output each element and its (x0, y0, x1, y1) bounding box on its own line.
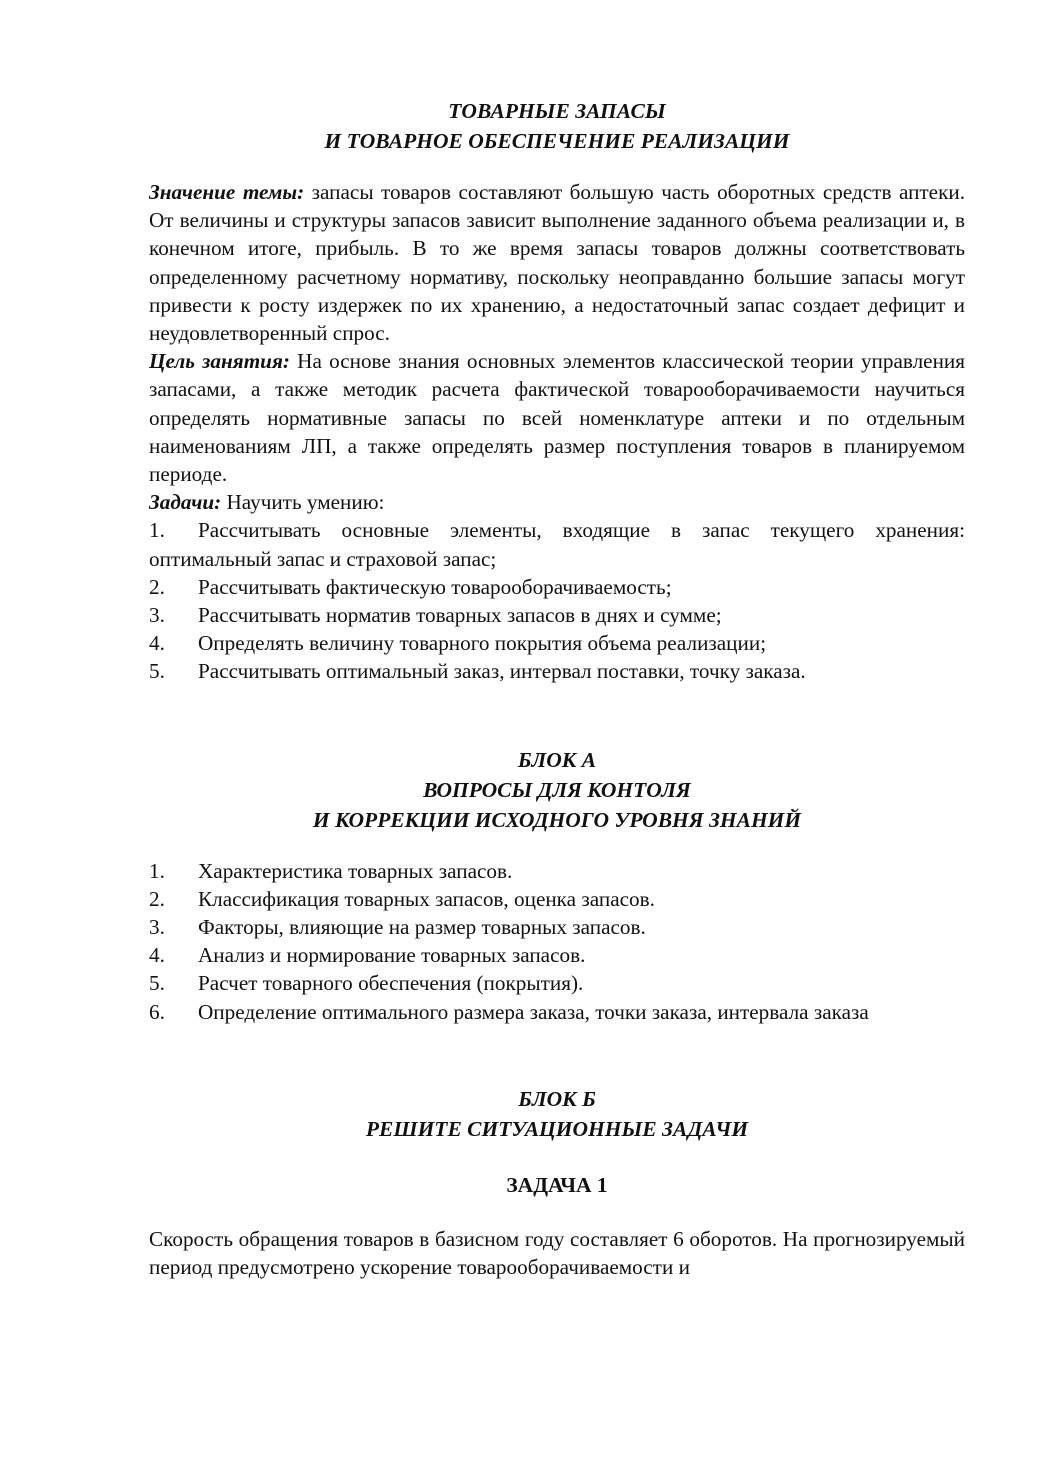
lesson-goal-text: На основе знания основных элементов классической теории управления запасами, а также методик расчета фактической товарооборачиваемости научиться определять нормативные запасы по всей номенклатуре аптеки и по отдельным наименованиям ЛП, а также определять размер поступления товаров в планируемом периоде. (149, 349, 965, 487)
block-b-line-2: РЕШИТЕ СИТУАЦИОННЫЕ ЗАДАЧИ (365, 1116, 749, 1141)
topic-meaning-paragraph (149, 178, 965, 347)
block-a-line-1: БЛОК А (517, 747, 597, 772)
lesson-goal-paragraph (149, 347, 965, 488)
list-item: 2. Классификация товарных запасов, оценка запасов. (149, 886, 655, 911)
list-item: 4. Определять величину товарного покрытия объема реализации; (149, 631, 767, 656)
block-a-line-3: И КОРРЕКЦИИ ИСХОДНОГО УРОВНЯ ЗНАНИЙ (312, 807, 802, 832)
block-b-line-1: БЛОК Б (518, 1086, 596, 1111)
lesson-goal-label: Цель занятия: (149, 349, 290, 374)
title-line-2: И ТОВАРНОЕ ОБЕСПЕЧЕНИЕ РЕАЛИЗАЦИИ (324, 129, 790, 153)
list-item: 5. Расчет товарного обеспечения (покрытия). (149, 971, 584, 996)
task-1-title: ЗАДАЧА 1 (506, 1172, 608, 1197)
list-item: 4. Анализ и нормирование товарных запасов. (149, 943, 586, 968)
list-item: 6. Определение оптимального размера заказа, точки заказа, интервала заказа (149, 999, 869, 1024)
control-questions-list (149, 857, 965, 1026)
tasks-paragraph (149, 488, 965, 516)
block-a-heading (149, 745, 965, 835)
topic-meaning-text: запасы товаров составляют большую часть оборотных средств аптеки. От величины и структуры запасов зависит выполнение заданного объема реализации и, в конечном итоге, прибыль. В то же время запасы товаров должны соответствовать определенному расчетному нормативу, поскольку неоправданно большие запасы могут привести к росту издержек по их хранению, а недостаточный запас создает дефицит и неудовлетворенный спрос. (149, 180, 965, 346)
tasks-label: Задачи: (149, 490, 222, 515)
list-item: 3. Факторы, влияющие на размер товарных запасов. (149, 915, 646, 940)
block-a-line-2: ВОПРОСЫ ДЛЯ КОНТОЛЯ (423, 777, 691, 802)
list-item: 2. Рассчитывать фактическую товарооборачиваемость; (149, 574, 672, 599)
list-item: 3. Рассчитывать норматив товарных запасов в днях и сумме; (149, 603, 722, 628)
list-item: 1. Рассчитывать основные элементы, входящие в запас текущего хранения: оптимальный запас и страховой запас; (149, 518, 965, 571)
title-line-1: ТОВАРНЫЕ ЗАПАСЫ (448, 99, 666, 123)
block-b-heading (149, 1084, 965, 1144)
topic-meaning-label: Значение темы: (149, 180, 305, 204)
task-1-text: Скорость обращения товаров в базисном году составляет 6 оборотов. На прогнозируемый период предусмотрено ускорение товарооборачиваемости и (149, 1226, 965, 1280)
tasks-list (149, 516, 965, 685)
document-title (149, 96, 965, 156)
list-item: 5. Рассчитывать оптимальный заказ, интервал поставки, точку заказа. (149, 659, 806, 684)
document-page (149, 96, 965, 1281)
tasks-intro-text: Научить умению: (221, 490, 385, 515)
list-item: 1. Характеристика товарных запасов. (149, 858, 513, 883)
